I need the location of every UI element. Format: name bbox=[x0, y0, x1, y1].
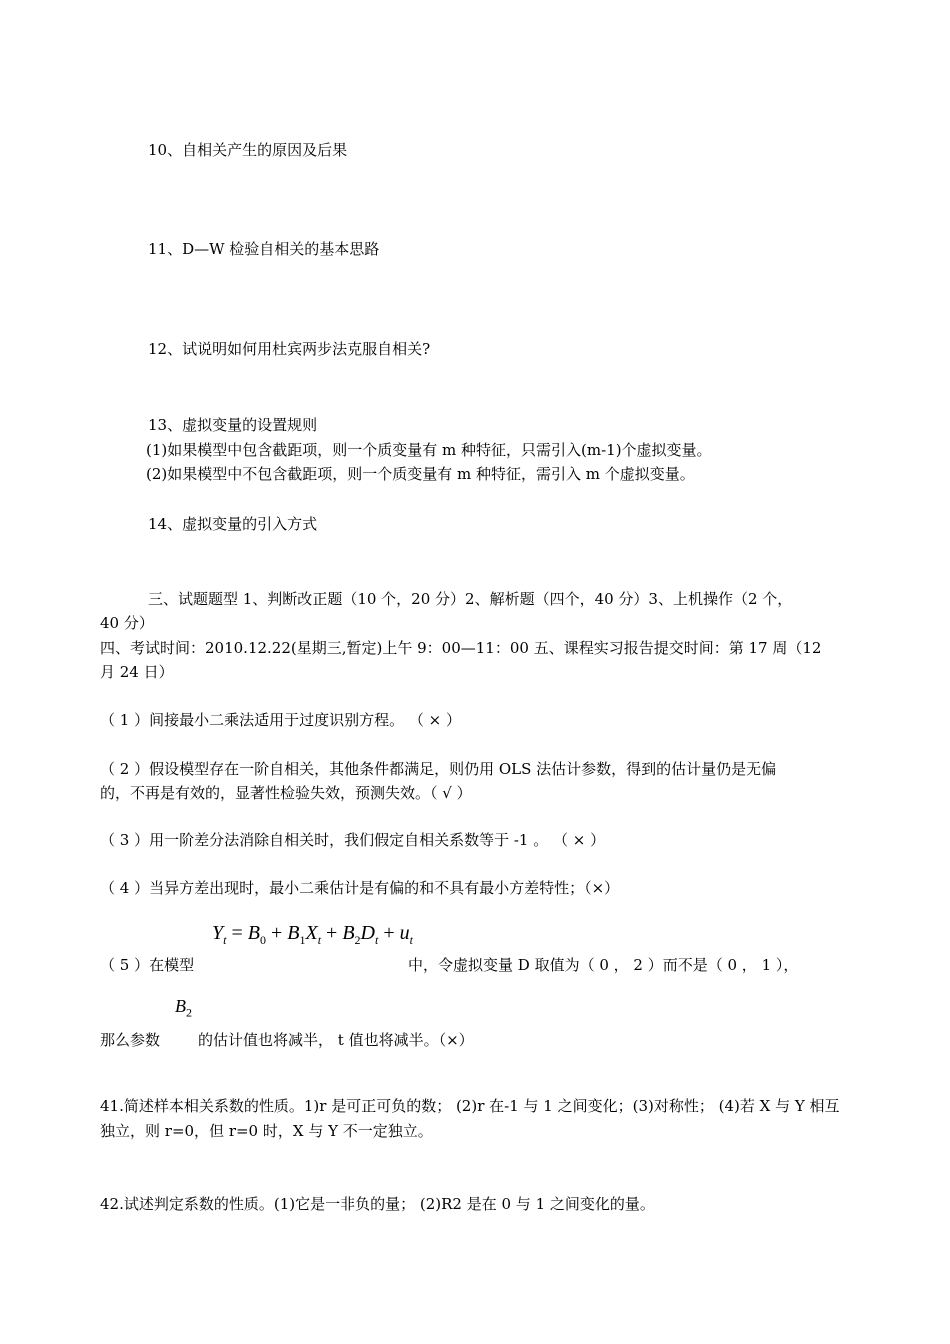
judgment-2-line-2: 的，不再是有效的，显著性检验失效，预测失效。（ √ ） bbox=[100, 784, 472, 802]
exam-info-line-1: 三、试题题型 1、判断改正题（10 个，20 分）2、解析题（四个，40 分）3、上机操作（2 个， bbox=[148, 590, 793, 608]
model-equation: $Y_t = B_0 + B_1X_t + B_2D_t + u_t$ bbox=[212, 922, 413, 947]
question-13-rule-1: (1)如果模型中包含截距项，则一个质变量有 m 种特征，只需引入(m-1)个虚拟变量。 bbox=[146, 441, 712, 459]
question-10: 10、自相关产生的原因及后果 bbox=[148, 141, 348, 159]
essay-41-line-2: 独立，则 r=0，但 r=0 时，X 与 Y 不一定独立。 bbox=[100, 1122, 433, 1140]
judgment-5-right: 中，令虚拟变量 D 取值为（ 0 ， 2 ）而不是（ 0 ， 1 ）， bbox=[408, 956, 799, 974]
judgment-2-line-1: （ 2 ）假设模型存在一阶自相关，其他条件都满足，则仍用 OLS 法估计参数，得到的估计量仍是无偏 bbox=[100, 760, 777, 778]
judgment-5-left: （ 5 ）在模型 bbox=[100, 956, 195, 974]
exam-info-line-3: 四、考试时间：2010.12.22(星期三,暂定)上午 9：00—11：00 五、课程实习报告提交时间：第 17 周（12 bbox=[100, 639, 822, 657]
parameter-b2: $B_2$ bbox=[175, 996, 192, 1020]
judgment-4: （ 4 ）当异方差出现时，最小二乘估计是有偏的和不具有最小方差特性；（×） bbox=[100, 879, 620, 897]
essay-41-line-1: 41.简述样本相关系数的性质。1)r 是可正可负的数； (2)r 在-1 与 1 之间变化；(3)对称性； (4)若 X 与 Y 相互 bbox=[100, 1097, 840, 1115]
question-11: 11、D—W 检验自相关的基本思路 bbox=[148, 240, 380, 258]
judgment-3: （ 3 ）用一阶差分法消除自相关时，我们假定自相关系数等于 -1 。 （ × ） bbox=[100, 831, 606, 849]
judgment-5-line-2-left: 那么参数 bbox=[100, 1031, 161, 1049]
essay-42: 42.试述判定系数的性质。(1)它是一非负的量； (2)R2 是在 0 与 1 之间变化的量。 bbox=[100, 1195, 655, 1213]
question-12: 12、试说明如何用杜宾两步法克服自相关? bbox=[148, 340, 431, 358]
exam-info-line-4: 月 24 日） bbox=[100, 663, 174, 681]
judgment-1: （ 1 ）间接最小二乘法适用于过度识别方程。 （ × ） bbox=[100, 711, 461, 729]
question-13-title: 13、虚拟变量的设置规则 bbox=[148, 416, 318, 434]
judgment-5-line-2-right: 的估计值也将减半， t 值也将减半。（×） bbox=[198, 1031, 474, 1049]
exam-info-line-2: 40 分） bbox=[100, 614, 154, 632]
question-14: 14、虚拟变量的引入方式 bbox=[148, 515, 318, 533]
question-13-rule-2: (2)如果模型中不包含截距项，则一个质变量有 m 种特征，需引入 m 个虚拟变量。 bbox=[146, 465, 695, 483]
